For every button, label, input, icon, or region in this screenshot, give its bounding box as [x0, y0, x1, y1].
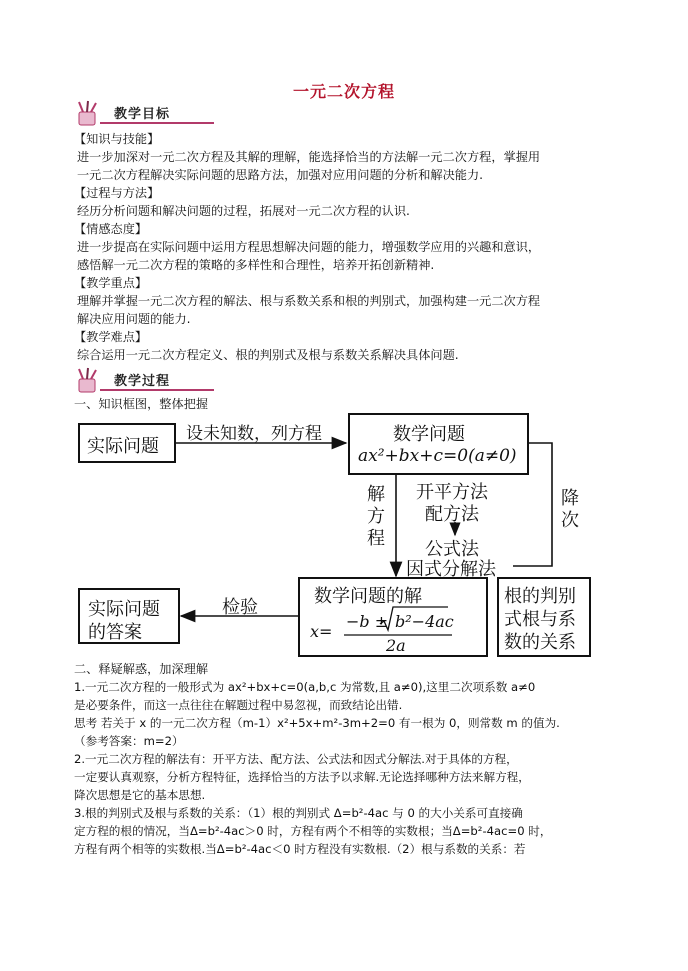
- knowledge-line-2: 一元二次方程解决实际问题的思路方法，加强对应用问题的分析和解决能力.: [77, 168, 484, 182]
- think-line-1: 思考 若关于 x 的一元二次方程（m-1）x²+5x+m²-3m+2=0 有一根为 0，则常数 m 的值为.: [74, 716, 560, 730]
- solve-equation-label: [366, 484, 386, 550]
- solution-box: [298, 577, 488, 657]
- check-label: 检验: [222, 597, 258, 618]
- part2-heading: 二、释疑解惑，加深理解: [74, 662, 209, 676]
- point3-line-3: 方程有两个相等的实数根.当Δ=b²-4ac＜0 时方程没有实数根.（2）根与系数的关系：若: [74, 842, 526, 856]
- reduce-char-2: 次: [561, 510, 579, 531]
- point3-line-2: 定方程的根的情况，当Δ=b²-4ac＞0 时，方程有两个不相等的实数根；当Δ=b²-4ac=0 时，: [74, 824, 552, 838]
- solve-char-3: 程: [367, 528, 385, 549]
- formula-numerator-b: −b ±: [346, 612, 389, 631]
- page-title: 一元二次方程: [292, 82, 395, 101]
- section-heading-label: 教学过程: [114, 374, 171, 389]
- discriminant-line-1: 根的判别: [504, 586, 576, 607]
- math-problem-label: 数学问题: [393, 424, 465, 445]
- answer-line-1: 实际问题: [88, 599, 160, 620]
- point2-line-2: 一定要认真观察，分析方程特征，选择恰当的方法予以求解.无论选择哪种方法来解方程，: [74, 770, 530, 784]
- method-square-root: 开平方法: [416, 482, 488, 503]
- emotion-line-2: 感悟解一元二次方程的策略的多样性和合理性，培养开拓创新精神.: [77, 258, 435, 272]
- knowledge-line-1: 进一步加深对一元二次方程及其解的理解，能选择恰当的方法解一元二次方程，掌握用: [77, 150, 541, 164]
- reduce-char-1: 降: [561, 488, 579, 509]
- solution-title: 数学问题的解: [314, 586, 422, 607]
- part1-heading: 一、知识框图，整体把握: [74, 397, 209, 411]
- math-problem-box: [348, 413, 529, 475]
- general-equation: ax²+bx+c=0(a≠0): [358, 446, 517, 466]
- method-factoring: 因式分解法: [406, 559, 496, 580]
- point2-line-3: 降次思想是它的基本思想.: [74, 788, 206, 802]
- reduce-degree-label: [560, 488, 580, 532]
- real-problem-box: [78, 423, 176, 463]
- formula-denominator: 2a: [386, 636, 406, 655]
- point1-line-1: 1.一元二次方程的一般形式为 ax²+bx+c=0(a,b,c 为常数,且 a≠0),这里二次项系数 a≠0: [74, 680, 536, 694]
- key-tag: 【教学重点】: [74, 276, 148, 290]
- method-complete-square: 配方法: [425, 504, 479, 525]
- process-line-1: 经历分析问题和解决问题的过程，拓展对一元二次方程的认识.: [77, 204, 410, 218]
- formula-sqrt-content: b²−4ac: [395, 612, 454, 631]
- answer-line-2: 的答案: [88, 622, 142, 643]
- setup-equation-label: 设未知数，列方程: [186, 424, 322, 444]
- key-line-1: 理解并掌握一元二次方程的解法、根与系数关系和根的判别式，加强构建一元二次方程: [77, 294, 541, 308]
- discriminant-box: [497, 577, 591, 657]
- process-tag: 【过程与方法】: [74, 186, 160, 200]
- solve-char-1: 解: [367, 484, 385, 505]
- difficulty-line-1: 综合运用一元二次方程定义、根的判别式及根与系数关系解决具体问题.: [77, 348, 459, 362]
- section-heading-label: 教学目标: [114, 107, 171, 122]
- emotion-line-1: 进一步提高在实际问题中运用方程思想解决问题的能力，增强数学应用的兴趣和意识，: [77, 240, 541, 254]
- emotion-tag: 【情感态度】: [74, 222, 148, 236]
- point3-line-1: 3.根的判别式及根与系数的关系：（1）根的判别式 Δ=b²-4ac 与 0 的大小关系可直接确: [74, 806, 523, 820]
- key-line-2: 解决应用问题的能力.: [77, 312, 191, 326]
- think-line-2: （参考答案：m=2）: [74, 734, 184, 748]
- discriminant-line-2: 式根与系: [504, 609, 576, 630]
- knowledge-tag: 【知识与技能】: [74, 132, 160, 146]
- method-formula: 公式法: [425, 539, 479, 560]
- discriminant-line-3: 数的关系: [504, 632, 576, 653]
- point1-line-2: 是必要条件，而这一点往往在解题过程中易忽视，而致结论出错.: [74, 698, 403, 712]
- formula-x: x=: [310, 622, 333, 641]
- point2-line-1: 2.一元二次方程的解法有：开平方法、配方法、公式法和因式分解法.对于具体的方程，: [74, 752, 518, 766]
- solve-char-2: 方: [367, 506, 385, 527]
- difficulty-tag: 【教学难点】: [74, 330, 148, 344]
- answer-box: [78, 588, 180, 644]
- real-problem-label: 实际问题: [87, 436, 159, 457]
